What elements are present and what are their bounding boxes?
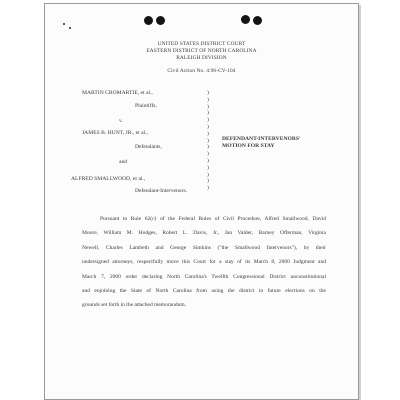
body-text-line: Newell, Charles Lambeth and George Simkins ("the Smallwood Intervenors"), by their [82, 245, 326, 251]
caption-brace: ) [207, 96, 209, 103]
caption-brace: ) [207, 103, 209, 110]
motion-title-line-1: DEFENDANT-INTERVENORS' [222, 136, 301, 142]
defendant-role: Defendants, [135, 144, 162, 150]
caption-brace: ) [207, 157, 209, 164]
body-text-line: Pursuant to Rule 62(c) of the Federal Rules of Civil Procedure, Alfred Smallwood, David [100, 216, 326, 222]
caption-brace: ) [207, 164, 209, 171]
caption-brace: ) [207, 110, 209, 117]
versus-label: v. [119, 118, 123, 124]
caption-brace: ) [207, 123, 209, 130]
caption-brace: ) [207, 90, 209, 96]
caption-brace: ) [207, 130, 209, 137]
scan-speck [63, 23, 65, 25]
document-page [44, 3, 359, 400]
punch-hole [241, 15, 250, 24]
civil-action-number: Civil Action No. 4:96-CV-104 [167, 68, 236, 74]
body-text-line: March 7, 2000 order declaring North Carolina's Twelfth Congressional District unconstitutional [82, 274, 326, 280]
caption-brace-column [207, 90, 209, 192]
defendant-name: JAMES B. HUNT, JR., et al., [82, 130, 148, 136]
body-text-line: grounds set forth in the attached memorandum. [82, 302, 187, 308]
motion-title [222, 136, 301, 150]
intervenor-role: Defendant-Intervenors. [135, 188, 188, 194]
and-label: and [119, 159, 128, 165]
punch-hole [156, 16, 165, 25]
body-text-line: undersigned attorneys, respectfully move this Court for a stay of its March 8, 2000 Judgment and [82, 259, 326, 265]
caption-brace: ) [207, 137, 209, 144]
caption-brace: ) [207, 151, 209, 158]
caption-brace: ) [207, 178, 209, 185]
scan-speck [69, 27, 71, 29]
plaintiff-name: MARTIN CROMARTIE, et al., [82, 90, 153, 96]
caption-brace: ) [207, 117, 209, 124]
punch-hole [253, 16, 262, 25]
punch-hole [144, 16, 153, 25]
court-name-line-3: RALEIGH DIVISION [176, 55, 227, 61]
body-text-line: Moore, William M. Hodges, Robert L. Davis, Jr., Jan Valder, Barney Offerman, Virginia [82, 230, 326, 236]
plaintiff-role: Plaintiffs, [135, 103, 157, 109]
intervenor-name: ALFRED SMALLWOOD, et al., [71, 176, 146, 182]
motion-title-line-2: MOTION FOR STAY [222, 143, 275, 149]
court-name-line-2: EASTERN DISTRICT OF NORTH CAROLINA [146, 48, 257, 54]
caption-brace: ) [207, 185, 209, 192]
caption-brace: ) [207, 144, 209, 151]
caption-brace: ) [207, 171, 209, 178]
body-text-line: and enjoining the State of North Carolina from using the district in future elections on the [82, 288, 326, 294]
court-name-line-1: UNITED STATES DISTRICT COURT [157, 41, 246, 47]
